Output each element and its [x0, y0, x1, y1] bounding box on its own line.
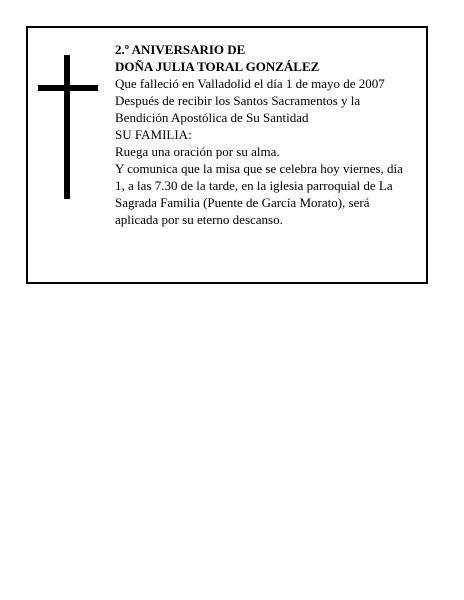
cross-icon: [38, 55, 98, 199]
sacraments-line-2: Bendición Apostólica de Su Santidad: [115, 110, 309, 125]
prayer-request: Ruega una oración por su alma.: [115, 144, 280, 159]
family-label: SU FAMILIA:: [115, 127, 192, 142]
obituary-notice: [26, 26, 428, 284]
mass-line-3: Sagrada Familia (Puente de García Morato), será: [115, 195, 370, 210]
cross-vertical-bar: [64, 55, 70, 199]
cross-horizontal-bar: [38, 85, 98, 91]
mass-line-1: Y comunica que la misa que se celebra hoy viernes, día: [115, 161, 403, 176]
mass-line-2: 1, a las 7.30 de la tarde, en la iglesia parroquial de La: [115, 178, 393, 193]
sacraments-line-1: Después de recibir los Santos Sacramentos y la: [115, 93, 361, 108]
notice-title-line-1: 2.º ANIVERSARIO DE: [115, 42, 246, 57]
mass-line-4: aplicada por su eterno descanso.: [115, 212, 283, 227]
notice-text: [115, 41, 420, 228]
death-date-line: Que falleció en Valladolid el día 1 de mayo de 2007: [115, 76, 385, 91]
notice-title-line-2: DOÑA JULIA TORAL GONZÁLEZ: [115, 59, 320, 74]
